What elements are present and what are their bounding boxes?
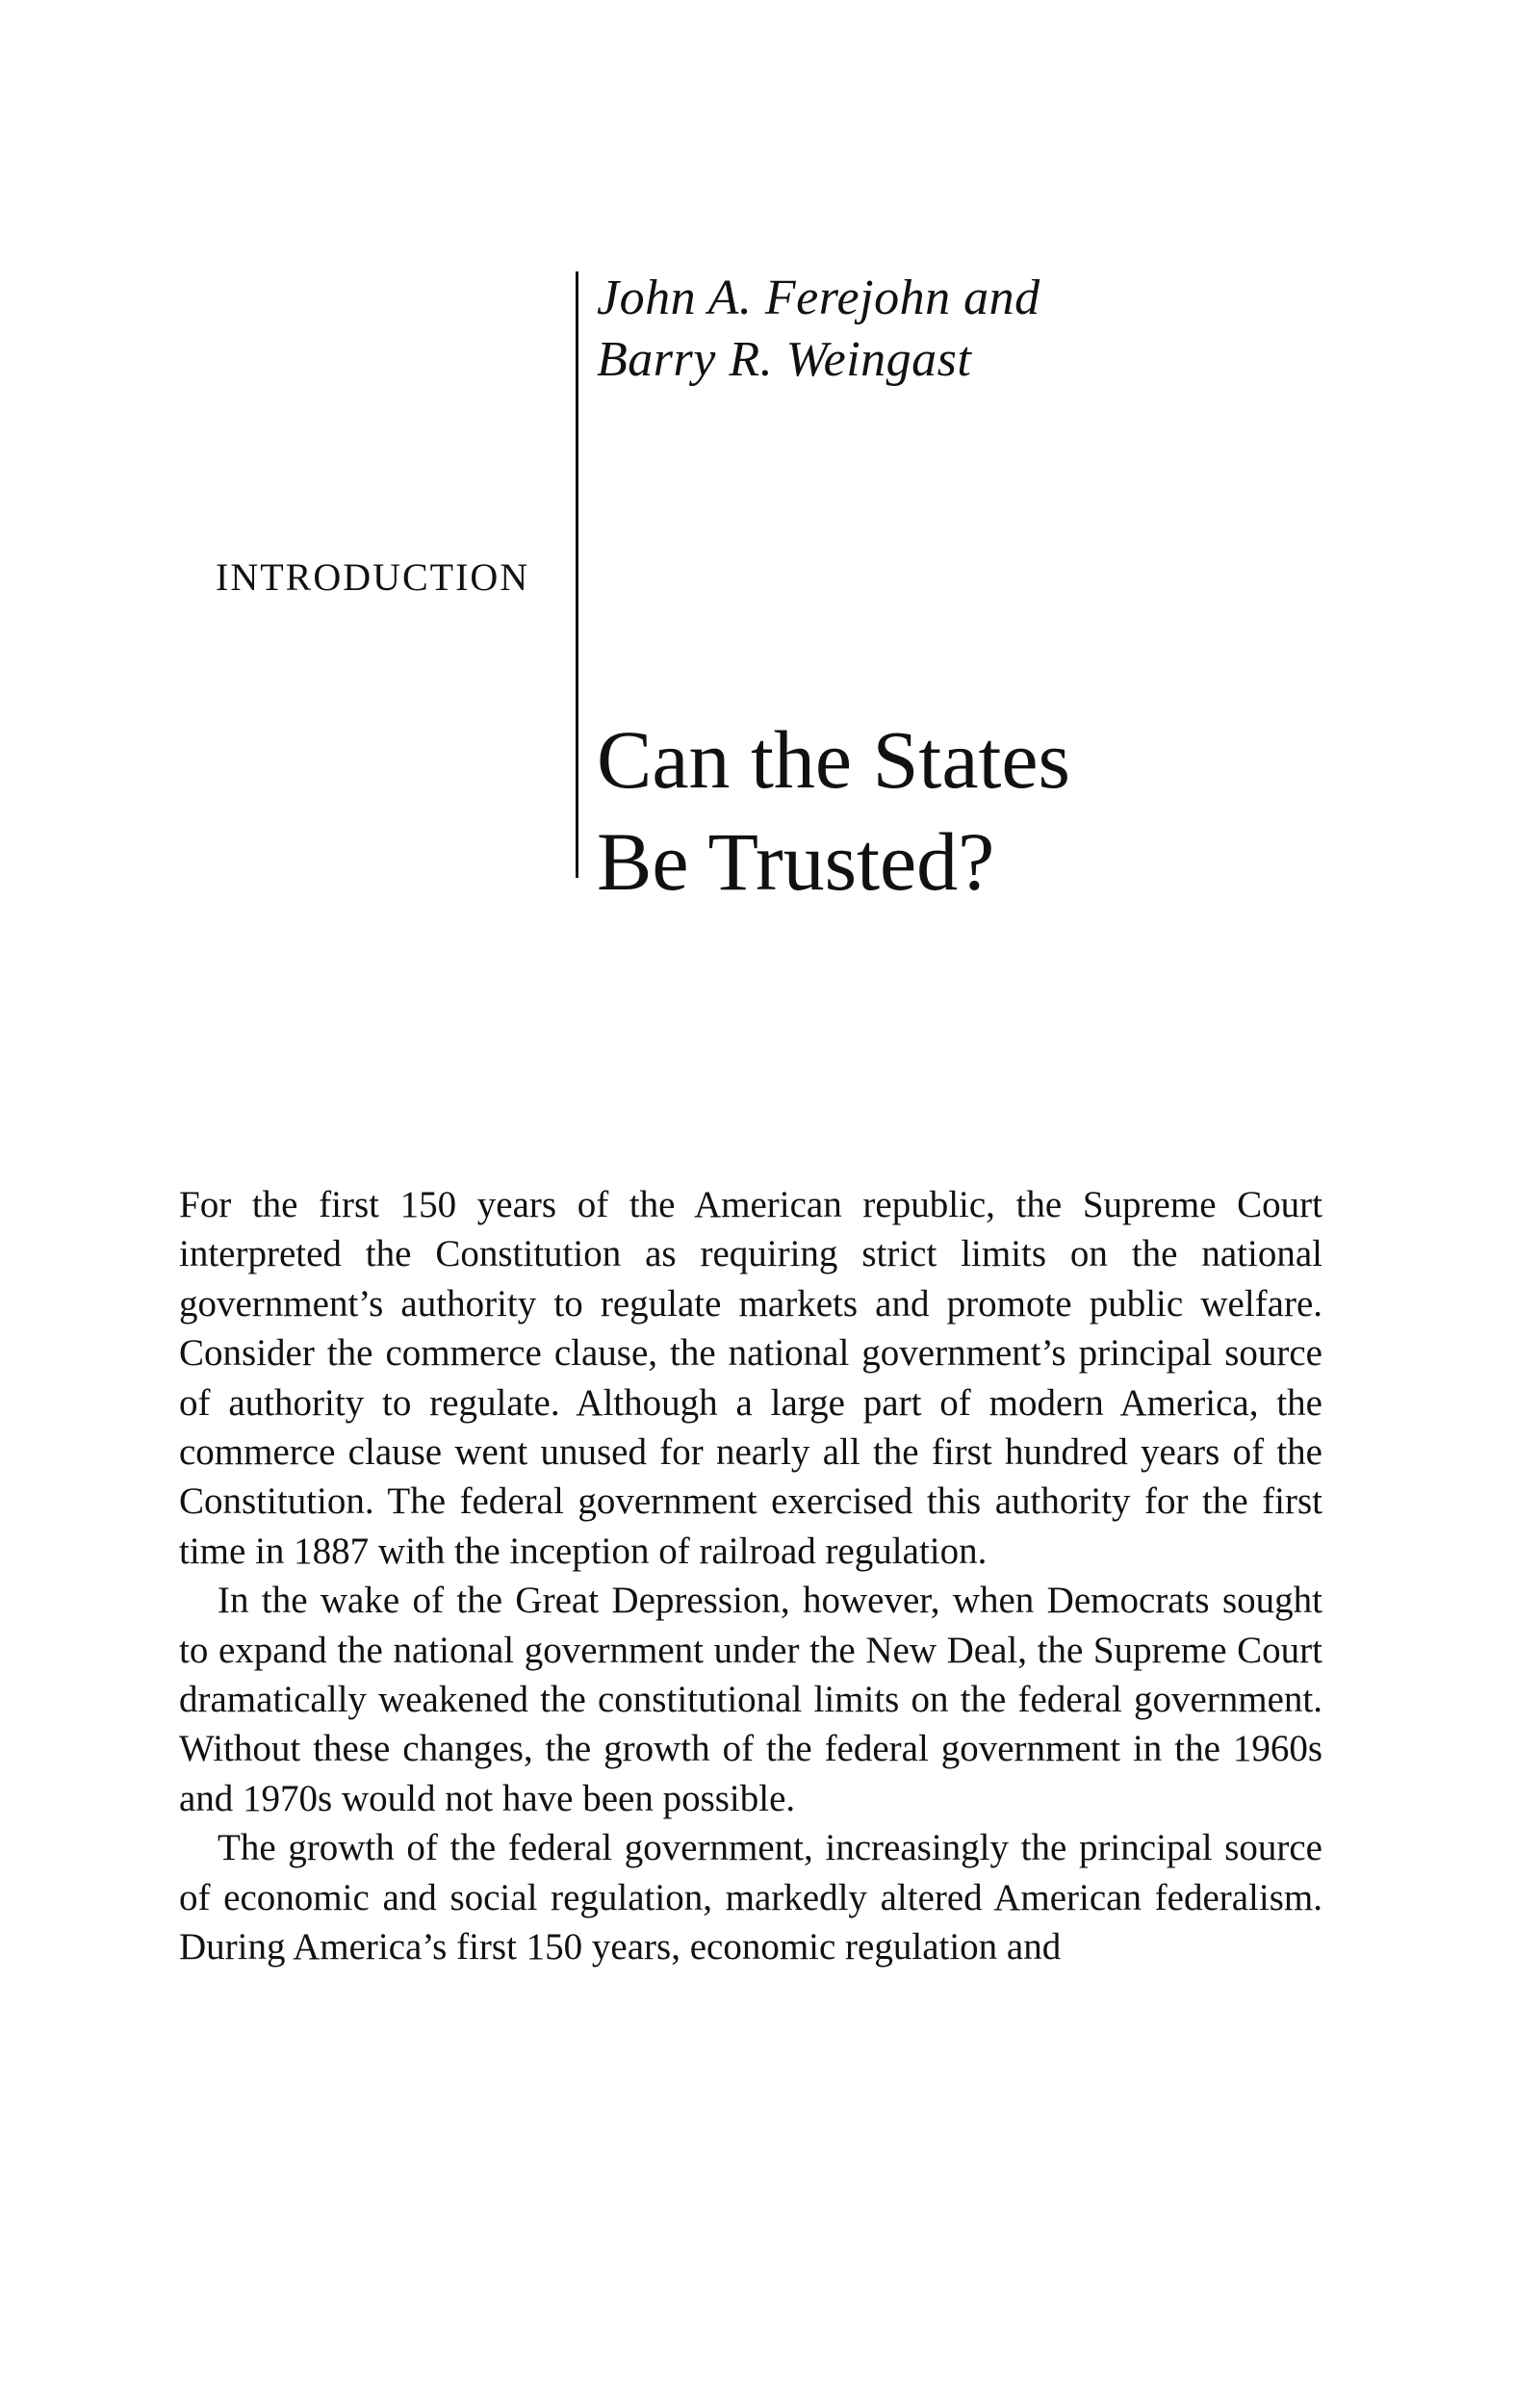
paragraph: In the wake of the Great Depression, however, when Democrats sought to expand the national government under the New Deal, the Supreme Court dramatically weakened the constitutional limits on the federal government. Without these changes, the growth of the federal government in the 1960s and 1970s would not have been possible. <box>179 1580 1322 1819</box>
body-text <box>179 1180 1322 1972</box>
vertical-rule <box>576 271 578 878</box>
authors-line-2: Barry R. Weingast <box>597 332 972 387</box>
section-label: INTRODUCTION <box>216 555 530 599</box>
authors-line-1: John A. Ferejohn and <box>597 270 1040 325</box>
paragraph: The growth of the federal government, increasingly the principal source of economic and social regulation, markedly altered American federalism. During America’s first 150 years, economic regulation and <box>179 1827 1322 1968</box>
chapter-title-line-2: Be Trusted? <box>597 815 995 908</box>
chapter-title-line-1: Can the States <box>597 713 1071 806</box>
chapter-title <box>597 708 1070 913</box>
authors <box>597 268 1040 391</box>
paragraph: For the first 150 years of the American republic, the Supreme Court interpreted the Constitution as requiring strict limits on the national government’s authority to regulate markets and promote public welfare. Consider the commerce clause, the national government’s principal source of authority to regulate. Although a large part of modern America, the commerce clause went unused for nearly all the first hundred years of the Constitution. The federal government exercised this authority for the first time in 1887 with the inception of railroad regulation. <box>179 1184 1322 1572</box>
